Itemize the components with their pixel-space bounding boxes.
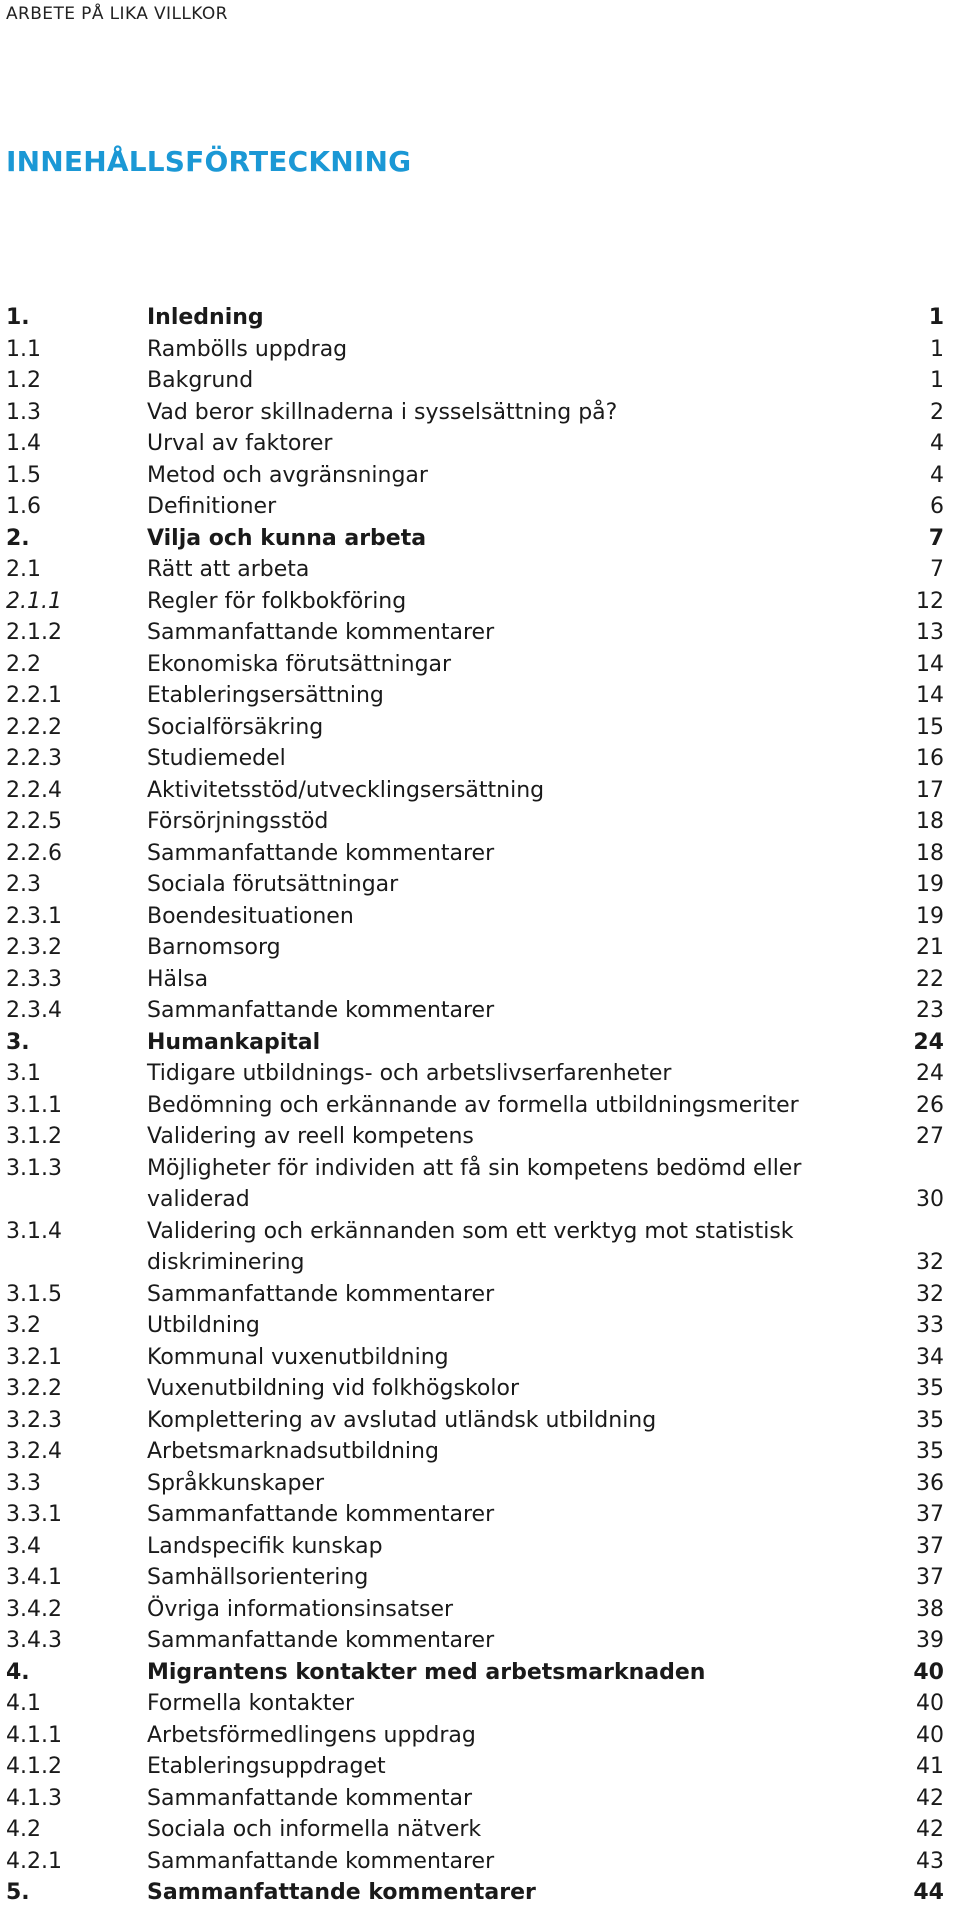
toc-entry[interactable] (6, 554, 944, 586)
toc-entry[interactable] (6, 1216, 944, 1279)
toc-entry-title: Definitioner (147, 494, 277, 519)
toc-entry-page: 40 (916, 1691, 944, 1716)
toc-entry-number: 2.2 (6, 651, 41, 677)
toc-entry-number: 3.1.2 (6, 1124, 62, 1149)
toc-entry-title: Sociala förutsättningar (147, 872, 399, 897)
toc-entry-page: 33 (916, 1313, 944, 1338)
toc-entry-number: 4.1 (6, 1691, 41, 1716)
toc-entry[interactable] (6, 491, 944, 523)
toc-entry-number: 3.3.1 (6, 1502, 62, 1527)
toc-entry-page: 4 (930, 431, 944, 456)
toc-entry[interactable] (6, 932, 944, 964)
toc-entry-title: Sammanfattande kommentarer (147, 1281, 495, 1307)
toc-entry[interactable] (6, 1121, 944, 1153)
toc-entry[interactable] (6, 806, 944, 838)
toc-entry-title: Validering och erkännanden som ett verktyg mot statistisk diskriminering (147, 1218, 794, 1275)
toc-entry-number: 3.1.3 (6, 1155, 62, 1181)
toc-entry[interactable] (6, 617, 944, 649)
toc-entry-title: Arbetsförmedlingens uppdrag (147, 1722, 476, 1748)
toc-entry-number: 1. (6, 305, 30, 330)
toc-entry-page: 4 (930, 462, 944, 488)
toc-entry[interactable] (6, 1562, 944, 1594)
toc-entry[interactable] (6, 680, 944, 712)
toc-entry-title: Rambölls uppdrag (147, 336, 348, 362)
toc-entry-page: 26 (916, 1092, 944, 1118)
toc-entry-title: Vilja och kunna arbeta (147, 525, 427, 551)
toc-entry[interactable] (6, 1720, 944, 1752)
toc-entry-number: 1.2 (6, 368, 41, 393)
toc-entry-page: 13 (916, 620, 944, 645)
toc-entry[interactable] (6, 1814, 944, 1846)
toc-entry-page: 27 (916, 1124, 944, 1149)
toc-entry-title: Etableringsuppdraget (147, 1754, 386, 1779)
toc-entry-title: Samhällsorientering (147, 1565, 369, 1590)
toc-entry-number: 3. (6, 1029, 30, 1055)
toc-entry-page: 2 (930, 399, 944, 425)
toc-entry-title: Humankapital (147, 1029, 321, 1055)
toc-entry[interactable] (6, 1657, 944, 1689)
toc-entry-number: 2.1.2 (6, 620, 62, 645)
toc-entry-title: Arbetsmarknadsutbildning (147, 1439, 439, 1464)
toc-entry-page: 41 (916, 1754, 944, 1779)
toc-entry[interactable] (6, 743, 944, 775)
toc-entry-title: Metod och avgränsningar (147, 462, 428, 488)
toc-entry-number: 1.6 (6, 494, 41, 519)
toc-entry-number: 3.1.4 (6, 1218, 62, 1244)
toc-entry-title: Bakgrund (147, 368, 254, 393)
toc-entry-number: 2. (6, 525, 30, 551)
toc-entry-title: Komplettering av avslutad utländsk utbildning (147, 1407, 657, 1433)
toc-entry-page: 24 (916, 1061, 944, 1086)
toc-entry[interactable] (6, 1877, 944, 1909)
toc-entry-page: 15 (916, 714, 944, 740)
toc-title: INNEHÅLLSFÖRTECKNING (6, 145, 412, 178)
toc-entry-title: Sammanfattande kommentarer (147, 620, 495, 645)
toc-entry[interactable] (6, 586, 944, 618)
toc-entry[interactable] (6, 838, 944, 870)
toc-entry-page: 14 (916, 683, 944, 708)
toc-entry[interactable] (6, 397, 944, 429)
toc-entry-page: 40 (916, 1722, 944, 1748)
toc-entry[interactable] (6, 1436, 944, 1468)
toc-entry[interactable] (6, 1468, 944, 1500)
toc-entry-page: 36 (916, 1470, 944, 1496)
toc-entry-page: 19 (916, 872, 944, 897)
toc-entry[interactable] (6, 1090, 944, 1122)
toc-entry-page: 37 (916, 1502, 944, 1527)
toc-entry-number: 4.1.2 (6, 1754, 62, 1779)
toc-entry[interactable] (6, 964, 944, 996)
toc-entry[interactable] (6, 460, 944, 492)
toc-entry-title: Sammanfattande kommentarer (147, 1502, 495, 1527)
toc-entry[interactable] (6, 1342, 944, 1374)
toc-entry-page: 30 (916, 1187, 944, 1212)
toc-entry-title: Migrantens kontakter med arbetsmarknaden (147, 1659, 706, 1685)
toc-entry-page: 1 (930, 368, 944, 393)
toc-entry-title: Urval av faktorer (147, 431, 333, 456)
toc-entry-page: 22 (916, 966, 944, 992)
toc-entry[interactable] (6, 1594, 944, 1626)
toc-entry-number: 2.1 (6, 557, 41, 582)
toc-entry-number: 2.3.3 (6, 966, 62, 992)
toc-entry-page: 32 (916, 1281, 944, 1307)
toc-entry[interactable] (6, 995, 944, 1027)
toc-entry-number: 4. (6, 1659, 30, 1685)
toc-entry-page: 24 (913, 1029, 944, 1055)
toc-entry-title: Bedömning och erkännande av formella utbildningsmeriter (147, 1092, 799, 1118)
toc-entry[interactable] (6, 1846, 944, 1878)
toc-entry[interactable] (6, 1405, 944, 1437)
toc-entry-page: 37 (916, 1565, 944, 1590)
toc-entry-page: 21 (916, 935, 944, 960)
toc-entry[interactable] (6, 775, 944, 807)
toc-entry-title: Barnomsorg (147, 935, 281, 960)
toc-entry-page: 18 (916, 809, 944, 834)
toc-entry-page: 19 (916, 903, 944, 929)
toc-entry-page: 14 (916, 651, 944, 677)
toc-entry[interactable] (6, 1027, 944, 1059)
toc-entry[interactable] (6, 1058, 944, 1090)
toc-entry-page: 1 (930, 336, 944, 362)
toc-entry-page: 7 (930, 557, 944, 582)
toc-entry-number: 1.1 (6, 336, 41, 362)
toc-entry-number: 3.4 (6, 1533, 41, 1559)
toc-entry-title: Socialförsäkring (147, 714, 324, 740)
toc-entry[interactable] (6, 1783, 944, 1815)
toc-entry-title: Regler för folkbokföring (147, 588, 407, 614)
toc-entry-number: 2.1.1 (6, 588, 62, 614)
toc-entry-page: 38 (916, 1596, 944, 1622)
toc-entry-title: Språkkunskaper (147, 1470, 324, 1496)
toc-entry-page: 35 (916, 1376, 944, 1401)
toc-entry-number: 2.2.3 (6, 746, 62, 771)
toc-entry-title: Validering av reell kompetens (147, 1124, 474, 1149)
toc-entry-number: 3.4.3 (6, 1628, 62, 1653)
toc-entry[interactable] (6, 712, 944, 744)
toc-entry-page: 43 (916, 1848, 944, 1874)
toc-entry-page: 16 (916, 746, 944, 771)
toc-entry-page: 42 (916, 1785, 944, 1811)
toc-entry-number: 3.4.1 (6, 1565, 62, 1590)
toc-entry-title: Hälsa (147, 966, 209, 992)
toc-entry-number: 1.4 (6, 431, 41, 456)
toc-entry-number: 2.2.6 (6, 840, 62, 866)
toc-entry-title: Sammanfattande kommentarer (147, 1848, 495, 1874)
toc-entry-page: 39 (916, 1628, 944, 1653)
toc-entry-title: Möjligheter för individen att få sin kompetens bedömd eller validerad (147, 1155, 802, 1212)
toc-entry[interactable] (6, 1688, 944, 1720)
toc-entry-title: Inledning (147, 305, 264, 330)
toc-entry-title: Övriga informationsinsatser (147, 1596, 454, 1622)
toc-entry-number: 5. (6, 1880, 30, 1905)
toc-entry[interactable] (6, 334, 944, 366)
toc-entry-page: 23 (916, 998, 944, 1023)
toc-entry-number: 3.2.4 (6, 1439, 62, 1464)
toc-entry[interactable] (6, 901, 944, 933)
toc-list (6, 302, 944, 1909)
toc-entry[interactable] (6, 1279, 944, 1311)
toc-entry-title: Sociala och informella nätverk (147, 1817, 482, 1842)
toc-entry-number: 2.2.1 (6, 683, 62, 708)
toc-entry-number: 3.1.5 (6, 1281, 62, 1307)
toc-entry-number: 4.1.3 (6, 1785, 62, 1811)
toc-entry-title: Försörjningsstöd (147, 809, 329, 834)
toc-entry-page: 7 (928, 525, 944, 551)
toc-entry-title: Rätt att arbeta (147, 557, 310, 582)
toc-entry-page: 18 (916, 840, 944, 866)
toc-entry[interactable] (6, 1310, 944, 1342)
toc-entry-title: Tidigare utbildnings- och arbetslivserfarenheter (147, 1061, 672, 1086)
toc-entry-number: 2.3.4 (6, 998, 62, 1023)
toc-entry-number: 3.1.1 (6, 1092, 62, 1118)
toc-entry[interactable] (6, 365, 944, 397)
toc-entry[interactable] (6, 1153, 944, 1216)
toc-entry-title: Etableringsersättning (147, 683, 384, 708)
toc-entry-title: Boendesituationen (147, 903, 354, 929)
toc-entry-number: 2.3.2 (6, 935, 62, 960)
toc-entry-page: 17 (916, 777, 944, 803)
toc-entry-number: 3.2 (6, 1313, 41, 1338)
toc-entry[interactable] (6, 1499, 944, 1531)
toc-entry-title: Aktivitetsstöd/utvecklingsersättning (147, 777, 545, 803)
toc-entry-title: Sammanfattande kommentarer (147, 1628, 495, 1653)
toc-entry-number: 4.2.1 (6, 1848, 62, 1874)
toc-entry-number: 3.4.2 (6, 1596, 62, 1622)
toc-entry-title: Landspecifik kunskap (147, 1533, 383, 1559)
toc-entry-page: 6 (930, 494, 944, 519)
toc-entry-page: 35 (916, 1407, 944, 1433)
toc-entry-title: Vad beror skillnaderna i sysselsättning på? (147, 399, 618, 425)
toc-entry-title: Ekonomiska förutsättningar (147, 651, 452, 677)
toc-entry-number: 2.2.2 (6, 714, 62, 740)
toc-entry-page: 44 (913, 1880, 944, 1905)
toc-entry-title: Sammanfattande kommentarer (147, 998, 495, 1023)
toc-entry-page: 35 (916, 1439, 944, 1464)
toc-entry-number: 3.2.2 (6, 1376, 62, 1401)
toc-entry-page: 42 (916, 1817, 944, 1842)
toc-entry-title: Sammanfattande kommentarer (147, 840, 495, 866)
toc-entry[interactable] (6, 649, 944, 681)
toc-entry-number: 1.3 (6, 399, 41, 425)
toc-entry-number: 4.2 (6, 1817, 41, 1842)
toc-entry[interactable] (6, 869, 944, 901)
toc-entry-number: 4.1.1 (6, 1722, 62, 1748)
toc-entry-page: 1 (928, 305, 944, 330)
toc-entry[interactable] (6, 1625, 944, 1657)
toc-entry[interactable] (6, 428, 944, 460)
toc-entry-number: 2.3 (6, 872, 41, 897)
toc-entry[interactable] (6, 1531, 944, 1563)
toc-entry-title: Vuxenutbildning vid folkhögskolor (147, 1376, 520, 1401)
toc-entry-number: 2.2.4 (6, 777, 62, 803)
toc-entry-title: Sammanfattande kommentarer (147, 1880, 536, 1905)
toc-entry-page: 12 (916, 588, 944, 614)
toc-entry-number: 2.2.5 (6, 809, 62, 834)
toc-entry-number: 2.3.1 (6, 903, 62, 929)
toc-entry[interactable] (6, 1751, 944, 1783)
toc-entry-title: Sammanfattande kommentar (147, 1785, 473, 1811)
toc-entry-page: 32 (916, 1250, 944, 1275)
toc-entry-number: 3.2.3 (6, 1407, 62, 1433)
toc-entry-title: Utbildning (147, 1313, 260, 1338)
toc-entry-number: 3.1 (6, 1061, 41, 1086)
toc-entry[interactable] (6, 302, 944, 334)
toc-entry-number: 1.5 (6, 462, 41, 488)
toc-entry[interactable] (6, 523, 944, 555)
toc-entry-title: Kommunal vuxenutbildning (147, 1344, 449, 1370)
toc-entry-page: 40 (913, 1659, 944, 1685)
toc-entry-page: 37 (916, 1533, 944, 1559)
toc-entry-title: Studiemedel (147, 746, 286, 771)
toc-entry-title: Formella kontakter (147, 1691, 355, 1716)
running-header: ARBETE PÅ LIKA VILLKOR (6, 4, 228, 24)
toc-entry-number: 3.3 (6, 1470, 41, 1496)
toc-entry-number: 3.2.1 (6, 1344, 62, 1370)
toc-entry-page: 34 (916, 1344, 944, 1370)
toc-entry[interactable] (6, 1373, 944, 1405)
